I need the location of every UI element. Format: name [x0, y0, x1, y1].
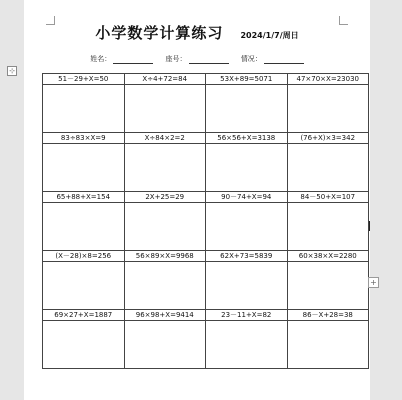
table-row: [43, 74, 369, 133]
table-row: [43, 310, 369, 369]
add-row-icon[interactable]: +: [368, 277, 379, 288]
problem-text: 86－X+28=38: [288, 310, 369, 321]
status-field[interactable]: [241, 54, 304, 64]
answer-cell[interactable]: [124, 251, 206, 310]
answer-cell[interactable]: [43, 74, 125, 133]
problem-text: 65+88+X=154: [43, 192, 124, 203]
seat-blank[interactable]: [189, 56, 229, 64]
table-row: [43, 251, 369, 310]
problem-text: 56×56+X=3138: [206, 133, 287, 144]
table-row: [43, 192, 369, 251]
answer-cell[interactable]: [287, 192, 369, 251]
student-info-row: [24, 54, 370, 64]
answer-cell[interactable]: [124, 74, 206, 133]
seat-field[interactable]: [166, 54, 229, 64]
problem-text: 90－74+X=94: [206, 192, 287, 203]
worksheet-header: [24, 22, 370, 43]
name-label: 姓名：: [90, 55, 112, 63]
answer-cell[interactable]: [206, 74, 288, 133]
problem-text: 62X+73=5839: [206, 251, 287, 262]
problem-text: (X－28)×8=256: [43, 251, 124, 262]
answer-cell[interactable]: [287, 310, 369, 369]
problem-text: 83÷83×X=9: [43, 133, 124, 144]
answer-cell[interactable]: [43, 133, 125, 192]
problem-text: 2X+25=29: [125, 192, 206, 203]
answer-cell[interactable]: [287, 74, 369, 133]
worksheet-date: 2024/1/7/周日: [240, 31, 299, 40]
problem-text: 23－11+X=82: [206, 310, 287, 321]
answer-cell[interactable]: [124, 192, 206, 251]
seat-label: 座号：: [165, 55, 187, 63]
answer-cell[interactable]: [287, 133, 369, 192]
answer-cell[interactable]: [206, 192, 288, 251]
answer-cell[interactable]: [124, 310, 206, 369]
table-move-handle-icon[interactable]: ⊹: [7, 66, 17, 76]
answer-cell[interactable]: [287, 251, 369, 310]
answer-cell[interactable]: [43, 251, 125, 310]
table-row: [43, 133, 369, 192]
answer-cell[interactable]: [43, 310, 125, 369]
problem-table: [42, 73, 369, 369]
answer-cell[interactable]: [206, 133, 288, 192]
problem-text: 96×98+X=9414: [125, 310, 206, 321]
problem-text: 69×27+X=1887: [43, 310, 124, 321]
problem-text: X÷4+72=84: [125, 74, 206, 85]
problem-text: 60×38×X=2280: [288, 251, 369, 262]
problem-text: X÷84×2=2: [125, 133, 206, 144]
problem-text: 84－50+X=107: [288, 192, 369, 203]
answer-cell[interactable]: [206, 251, 288, 310]
problem-text: 47×70×X=23030: [288, 74, 369, 85]
problem-text: 51－29+X=50: [43, 74, 124, 85]
problem-text: 53X+89=5071: [206, 74, 287, 85]
answer-cell[interactable]: [124, 133, 206, 192]
name-blank[interactable]: [113, 56, 153, 64]
answer-cell[interactable]: [206, 310, 288, 369]
status-blank[interactable]: [264, 56, 304, 64]
text-cursor: [369, 221, 370, 231]
problem-text: (76+X)×3=342: [288, 133, 369, 144]
worksheet-title: 小学数学计算练习: [95, 24, 224, 42]
status-label: 情况：: [240, 55, 262, 63]
problem-text: 56×89×X=9968: [125, 251, 206, 262]
answer-cell[interactable]: [43, 192, 125, 251]
name-field[interactable]: [90, 54, 153, 64]
